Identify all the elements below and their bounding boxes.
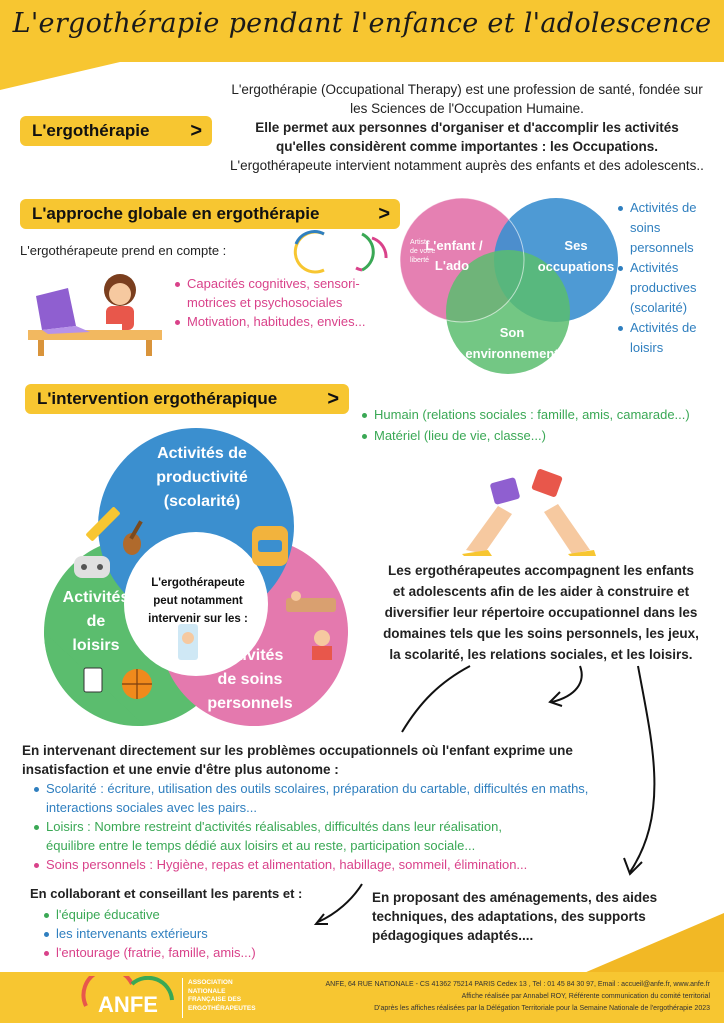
- list-item-continuation: soins: [630, 220, 661, 235]
- paragraph-line: et adolescents afin de les aider à construire et: [392, 584, 690, 599]
- list-item-text: Soins personnels : Hygiène, repas et alimentation, habillage, sommeil, élimination...: [46, 857, 528, 872]
- intro-line: Elle permet aux personnes d'organiser et d'accomplir les activités: [255, 120, 679, 135]
- intro-text: [210, 80, 724, 175]
- puzzle-hands-illustration: [458, 464, 598, 556]
- venn-label-environnement: environnement: [465, 346, 559, 361]
- association-line: FRANÇAISE DES: [188, 996, 242, 1003]
- collab-heading: En collaborant et conseillant les parents et :: [30, 886, 303, 901]
- venn-tiny-text: liberté: [410, 257, 430, 264]
- list-item-text: Matériel (lieu de vie, classe...): [374, 428, 546, 443]
- ring-center-text: peut notamment: [153, 595, 243, 607]
- venn-label-occupations: occupations: [537, 259, 615, 274]
- problem-list: [34, 779, 714, 874]
- list-item-text: Scolarité : écriture, utilisation des outils scolaires, préparation du cartable, difficultés en maths,: [46, 781, 589, 796]
- footer-line: ANFE, 64 RUE NATIONALE - CS 41362 75214 PARIS Cedex 13 , Tel : 01 45 84 30 97, Email : accueil@anfe.fr, www.anfe.fr: [325, 981, 710, 988]
- ring-label-loisirs: loisirs: [72, 637, 120, 654]
- ring-label-productivite: productivité: [156, 469, 248, 486]
- paragraph-line: domaines tels que les soins personnels, les jeux,: [383, 626, 699, 641]
- footer-line: Affiche réalisée par Annabel ROY, Référente communication du comité territorial: [461, 993, 710, 1000]
- association-line: ASSOCIATION: [188, 979, 233, 986]
- list-item-loisirs: [34, 817, 714, 836]
- list-item-continuation: motrices et psychosociales: [187, 295, 343, 310]
- ring-center-text: L'ergothérapeute: [151, 577, 245, 589]
- chevron-right-icon: >: [190, 120, 202, 142]
- list-item-continuation: équilibre entre le temps dédié aux loisirs et au reste, participation sociale...: [46, 838, 476, 853]
- venn-label-enfant: L'ado: [434, 258, 470, 273]
- intro-line: L'ergothérapie (Occupational Therapy) est une profession de santé, fondée sur: [231, 82, 703, 97]
- page-title: L'ergothérapie pendant l'enfance et l'adolescence: [12, 8, 712, 39]
- chevron-right-icon: >: [327, 388, 339, 410]
- section-label-text: L'approche globale en ergothérapie: [32, 204, 320, 223]
- association-line: NATIONALE: [188, 987, 226, 995]
- paragraph-line: la scolarité, les relations sociales, et les loisirs.: [389, 647, 693, 662]
- footer-line: D'après les affiches réalisées par la Délégation Territoriale pour la Semaine Nationale de l'ergothérapie 2023: [374, 1005, 710, 1012]
- list-item-text: Motivation, habitudes, envies...: [187, 314, 366, 329]
- bullet-dot-icon: [362, 413, 367, 418]
- proposal-line: techniques, des adaptations, des supports: [372, 909, 646, 924]
- bullet-dot-icon: [34, 787, 39, 792]
- venn-diagram: [396, 192, 628, 380]
- list-item: [175, 274, 366, 293]
- list-item: [630, 258, 724, 278]
- ring-label-soins: de soins: [217, 671, 283, 688]
- bullet-dot-icon: [175, 320, 180, 325]
- list-item-text: Capacités cognitives, sensori-: [187, 276, 360, 291]
- paragraph-line: diversifier leur répertoire occupationnel dans les: [384, 605, 698, 620]
- venn-label-enfant: L'enfant /: [425, 238, 483, 253]
- intervention-heading: [22, 741, 702, 779]
- prend-en-compte-text: L'ergothérapeute prend en compte :: [20, 243, 227, 258]
- association-line: ERGOTHÉRAPEUTES: [188, 1004, 256, 1012]
- footer-info: [240, 979, 710, 1015]
- list-item: [362, 426, 724, 445]
- bullet-dot-icon: [34, 863, 39, 868]
- decorative-triangle: [0, 62, 120, 90]
- activities-ring-diagram: [40, 424, 360, 736]
- list-item: [630, 198, 724, 218]
- ring-label-loisirs: de: [86, 613, 106, 630]
- list-item-continuation: personnels: [630, 240, 694, 255]
- list-item-text: Activités de: [630, 200, 697, 215]
- list-item-text: Loisirs : Nombre restreint d'activités réalisables, difficultés dans leur réalisation,: [46, 819, 502, 834]
- list-item-continuation: interactions sociales avec les pairs...: [46, 800, 257, 815]
- pink-bullet-list: [175, 274, 366, 331]
- ring-center-text: intervenir sur les :: [148, 613, 248, 625]
- list-item: [44, 905, 256, 924]
- eating-child-icon: [314, 630, 330, 646]
- decorative-triangle: [584, 913, 724, 973]
- arrow-icon: [402, 666, 470, 732]
- venn-tiny-text: Artiste: [410, 239, 430, 246]
- blue-bullet-list: [630, 198, 724, 358]
- bullet-dot-icon: [175, 282, 180, 287]
- list-item-text: les intervenants extérieurs: [56, 926, 208, 941]
- child-desk-illustration: [28, 268, 164, 358]
- venn-label-occupations: Ses: [564, 238, 588, 253]
- list-item: [630, 318, 724, 338]
- proposal-line: En proposant des aménagements, des aides: [372, 890, 658, 905]
- list-item-scolarite: [34, 779, 714, 798]
- list-item: [175, 312, 366, 331]
- arrow-icon: [312, 880, 368, 928]
- chevron-right-icon: >: [378, 203, 390, 225]
- list-item-text: l'équipe éducative: [56, 907, 160, 922]
- heading-line: En intervenant directement sur les problèmes occupationnels où l'enfant exprime une: [22, 743, 573, 758]
- list-item: [362, 405, 724, 424]
- bullet-dot-icon: [34, 825, 39, 830]
- intro-line: les Sciences de l'Occupation Humaine.: [350, 101, 584, 116]
- venn-tiny-text: de votre: [410, 248, 436, 255]
- ring-label-soins: Activités: [216, 647, 284, 664]
- anfe-logo: [72, 976, 184, 1020]
- list-item-soins: [34, 855, 714, 874]
- bullet-dot-icon: [44, 932, 49, 937]
- proposal-line: pédagogiques adaptés....: [372, 928, 534, 943]
- heading-line: insatisfaction et une envie d'être plus autonome :: [22, 762, 339, 777]
- ring-label-productivite: Activités de: [157, 445, 247, 462]
- intro-line: L'ergothérapeute intervient notamment auprès des enfants et des adolescents..: [230, 158, 704, 173]
- section-label-text: L'ergothérapie: [32, 121, 150, 140]
- list-item-text: Humain (relations sociales : famille, amis, camarade...): [374, 407, 690, 422]
- ring-label-productivite: (scolarité): [163, 493, 241, 510]
- game-controller-icon: [74, 556, 110, 578]
- bullet-dot-icon: [44, 951, 49, 956]
- collab-list: [44, 905, 256, 962]
- list-item-text: Activités de: [630, 320, 697, 335]
- ring-label-loisirs: Activités: [62, 589, 130, 606]
- list-item-continuation: loisirs: [630, 340, 664, 355]
- logo-text: ANFE: [98, 992, 158, 1017]
- playing-card-icon: [84, 668, 102, 692]
- section-label-text: L'intervention ergothérapique: [37, 389, 278, 408]
- arc-decoration-icon: [288, 228, 392, 276]
- ring-label-soins: personnels: [207, 695, 293, 712]
- list-item: [44, 943, 256, 962]
- bullet-dot-icon: [44, 913, 49, 918]
- section-label-ergotherapie: [20, 116, 212, 146]
- bullet-dot-icon: [362, 434, 367, 439]
- list-item-continuation: (scolarité): [630, 300, 688, 315]
- accompaniment-paragraph: [366, 560, 716, 665]
- section-label-intervention: [25, 384, 349, 414]
- venn-label-environnement: Son: [499, 325, 525, 340]
- list-item-continuation: productives: [630, 280, 697, 295]
- puzzle-piece-icon: [531, 468, 563, 498]
- list-item: [44, 924, 256, 943]
- section-label-approche: [20, 199, 400, 229]
- intro-line: qu'elles considèrent comme importantes : les Occupations.: [275, 139, 659, 154]
- list-item-text: Activités: [630, 260, 679, 275]
- puzzle-piece-icon: [490, 477, 521, 505]
- list-item-text: l'entourage (fratrie, famille, amis...): [56, 945, 256, 960]
- paragraph-line: Les ergothérapeutes accompagnent les enfants: [387, 563, 695, 578]
- green-bullet-list: [362, 405, 724, 445]
